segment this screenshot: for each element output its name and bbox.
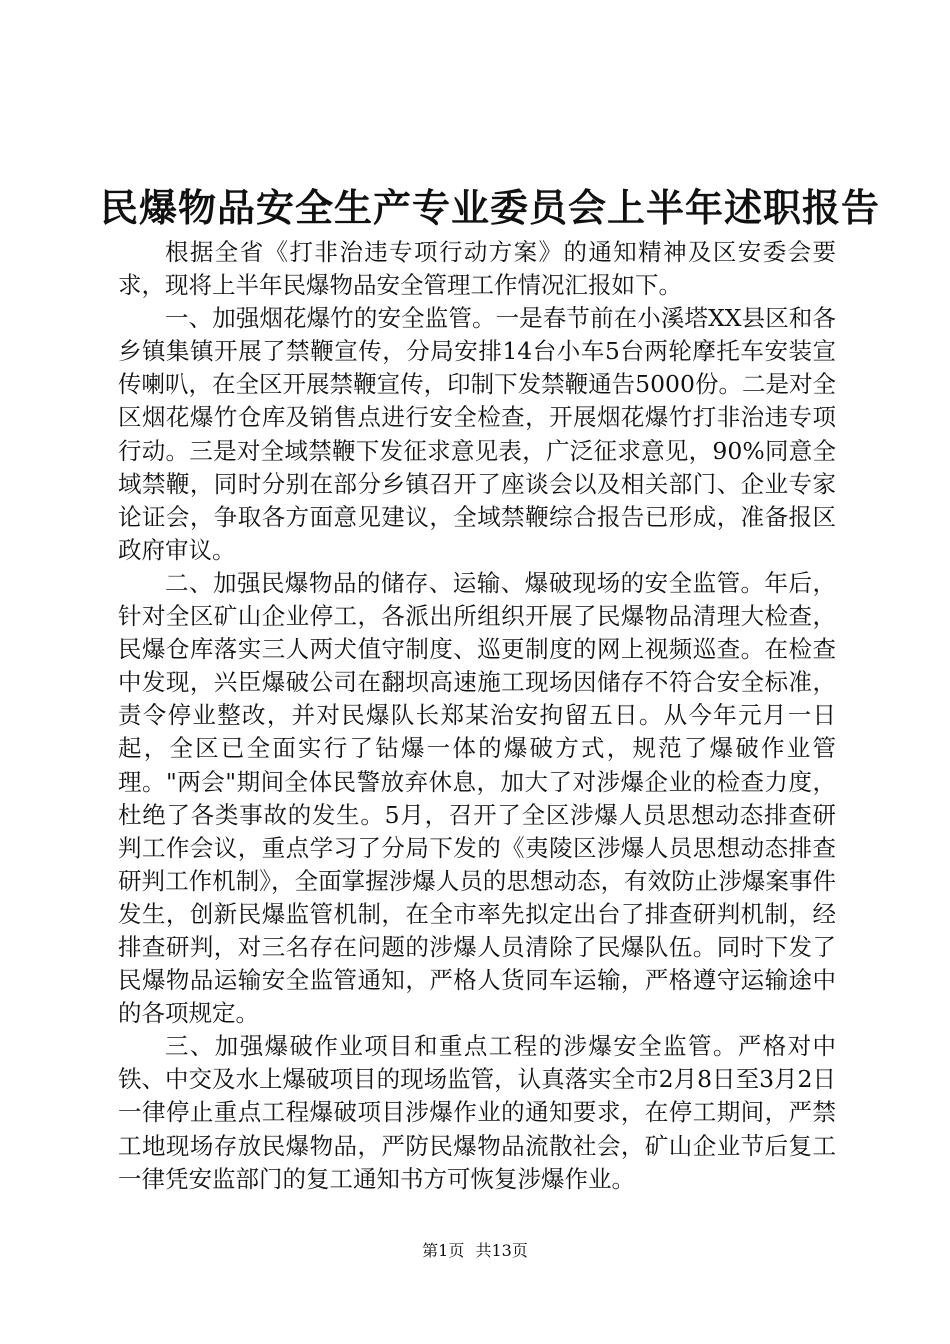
paragraph-section-3: 三、加强爆破作业项目和重点工程的涉爆安全监管。严格对中铁、中交及水上爆破项目的现场监管，认真落实全市2月8日至3月2日一律停止重点工程爆破项目涉爆作业的通知要求，在停工期间，严禁工地现场存放民爆物品，严防民爆物品流散社会，矿山企业节后复工一律凭安监部门的复工通知书方可恢复涉爆作业。 — [118, 1032, 836, 1193]
paragraph-intro: 根据全省《打非治违专项行动方案》的通知精神及区安委会要求，现将上半年民爆物品安全管理工作情况汇报如下。 — [118, 238, 836, 300]
paragraph-section-2: 二、加强民爆物品的储存、运输、爆破现场的安全监管。年后，针对全区矿山企业停工，各派出所组织开展了民爆物品清理大检查，民爆仓库落实三人两犬值守制度、巡更制度的网上视频巡查。在检查中发现，兴臣爆破公司在翻坝高速施工现场因储存不符合安全标准，责令停业整改，并对民爆队长郑某治安拘留五日。从今年元月一日起，全区已全面实行了钻爆一体的爆破方式，规范了爆破作业管理。"两会"期间全体民警放弃休息，加大了对涉爆企业的检查力度，杜绝了各类事故的发生。5月，召开了全区涉爆人员思想动态排查研判工作会议，重点学习了分局下发的《夷陵区涉爆人员思想动态排查研判工作机制》，全面掌握涉爆人员的思想动态，有效防止涉爆案事件发生，创新民爆监管机制，在全市率先拟定出台了排查研判机制，经排查研判，对三名存在问题的涉爆人员清除了民爆队伍。同时下发了民爆物品运输安全监管通知，严格人货同车运输，严格遵守运输途中的各项规定。 — [118, 568, 836, 1028]
document-body — [118, 236, 836, 1196]
total-page-count: 共13页 — [475, 1241, 528, 1260]
document-title: 民爆物品安全生产专业委员会上半年述职报告 — [100, 185, 881, 230]
current-page-number: 第1页 — [422, 1241, 465, 1260]
paragraph-section-1: 一、加强烟花爆竹的安全监管。一是春节前在小溪塔XX县区和各乡镇集镇开展了禁鞭宣传，分局安排14台小车5台两轮摩托车安装宣传喇叭，在全区开展禁鞭宣传，印制下发禁鞭通告5000份。二是对全区烟花爆竹仓库及销售点进行安全检查，开展烟花爆竹打非治违专项行动。三是对全域禁鞭下发征求意见表，广泛征求意见，90%同意全域禁鞭，同时分别在部分乡镇召开了座谈会以及相关部门、企业专家论证会，争取各方面意见建议，全域禁鞭综合报告已形成，准备报区政府审议。 — [118, 304, 836, 564]
page-footer — [0, 1240, 950, 1262]
